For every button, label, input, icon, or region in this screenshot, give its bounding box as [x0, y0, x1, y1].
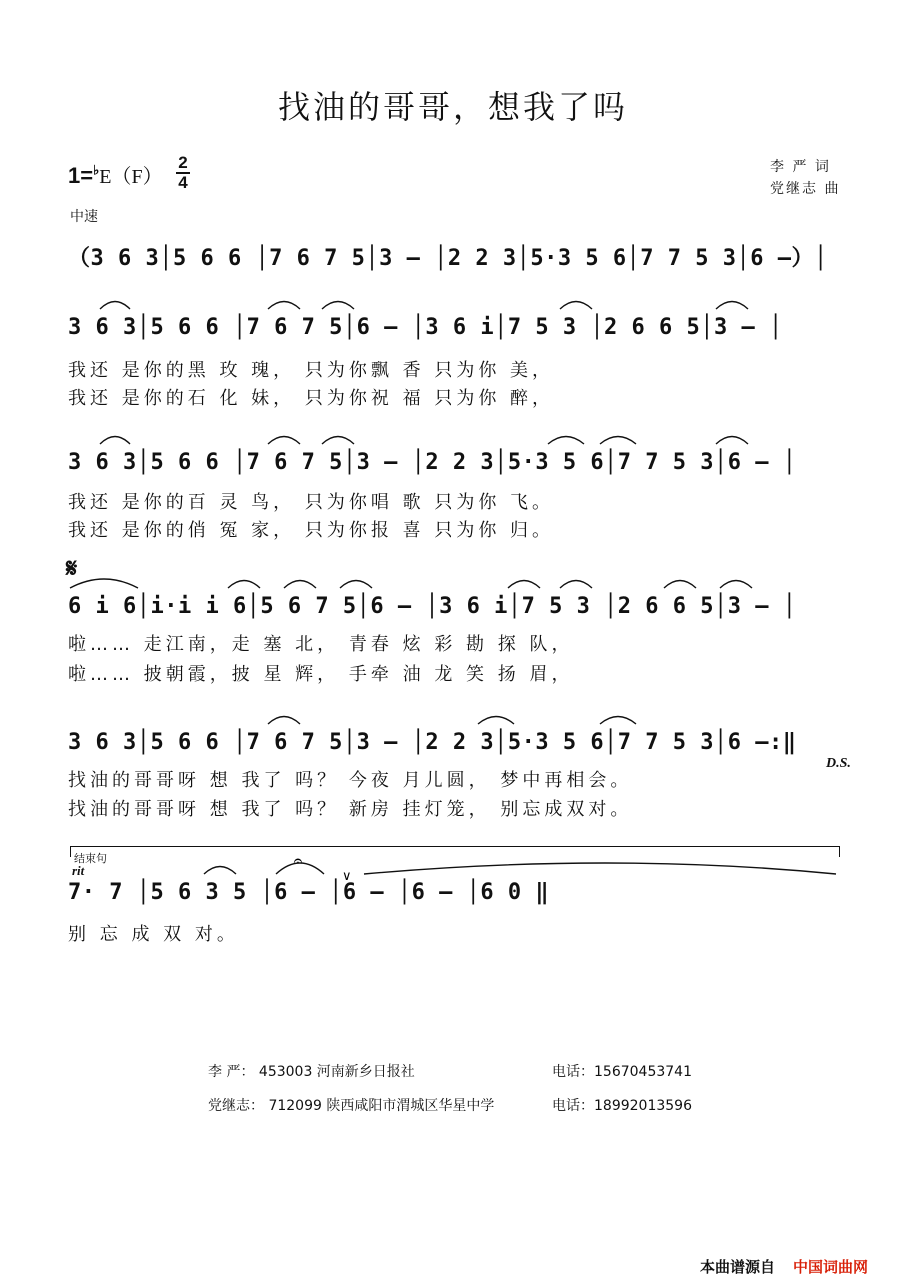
contact-lyricist — [208, 1061, 415, 1081]
contact-name: 党继志： — [208, 1098, 264, 1114]
slur-mark — [508, 581, 540, 589]
segno-icon: 𝄋 — [66, 554, 78, 584]
lyricist-credit: 李 严 词 — [770, 159, 831, 175]
slur-mark — [340, 581, 372, 589]
lyric-line-3-verse-2: 我还 是你的俏 冤 家， 只为你报 喜 只为你 归。 — [68, 520, 555, 541]
lyric-line-2-verse-1: 我还 是你的黑 玫 瑰， 只为你飘 香 只为你 美， — [68, 360, 555, 381]
notation-line-ending: 7· 7 │5 6 3 5 │6 – │6 – │6 – │6 0 ‖ — [68, 880, 550, 905]
key-prefix: 1= — [68, 163, 94, 188]
key-name: E（F） — [99, 166, 163, 188]
slur-mark — [322, 437, 354, 445]
source-site-link[interactable]: 中国词曲网 — [793, 1258, 869, 1276]
slur-mark — [284, 581, 316, 589]
slur-mark — [228, 581, 260, 589]
slur-mark — [268, 437, 300, 445]
contact-address: 712099 陕西咸阳市渭城区华星中学 — [268, 1098, 495, 1114]
meter-top: 2 — [178, 153, 188, 172]
slur-mark — [70, 579, 138, 588]
source-prefix: 本曲谱源自 — [700, 1258, 776, 1276]
contact-name: 李 严： — [208, 1064, 255, 1080]
slur-mark — [548, 437, 584, 445]
contact-composer — [208, 1095, 494, 1115]
slur-mark — [364, 863, 836, 874]
slur-mark — [100, 302, 130, 310]
source-watermark — [700, 1256, 868, 1277]
notation-line-4: 6 i 6│i·i i 6│5 6 7 5│6 – │3 6 i│7 5 3 │2 6 6 5│3 – │ — [68, 594, 797, 619]
lyric-line-4-verse-2: 啦…… 披朝霞，披 星 辉， 手牵 油 龙 笑 扬 眉， — [68, 664, 574, 685]
notation-line-1: （3 6 3│5 6 6 │7 6 7 5│3 – │2 2 3│5·3 5 6│7 7 5 3│6 –）│ — [68, 246, 828, 271]
lyric-line-2-verse-2: 我还 是你的石 化 妹， 只为你祝 福 只为你 醉， — [68, 388, 555, 409]
slur-mark — [716, 437, 748, 445]
slur-mark — [560, 581, 592, 589]
slur-mark — [322, 302, 354, 310]
dal-segno-marking: D.S. — [826, 756, 851, 771]
slur-mark — [560, 302, 592, 310]
slur-mark — [664, 581, 696, 589]
notation-line-3: 3 6 3│5 6 6 │7 6 7 5│3 – │2 2 3│5·3 5 6│7 7 5 3│6 – │ — [68, 450, 797, 475]
fermata-icon: 𝄐 — [293, 851, 303, 870]
lyric-line-3-verse-1: 我还 是你的百 灵 鸟， 只为你唱 歌 只为你 飞。 — [68, 492, 555, 513]
contact-phone: 电话：15670453741 — [552, 1064, 692, 1080]
flat-icon: ♭ — [93, 162, 100, 178]
song-title: 找油的哥哥，想我了吗 — [277, 88, 628, 126]
meter-bottom: 4 — [178, 173, 188, 192]
slur-mark — [204, 867, 236, 875]
slur-mark — [268, 717, 300, 725]
slur-mark — [600, 437, 636, 445]
ending-label: 结束句 — [74, 852, 107, 865]
tempo-marking: 中速 — [70, 209, 98, 225]
slur-mark — [720, 581, 752, 589]
slur-mark — [268, 302, 300, 310]
slur-mark — [100, 437, 130, 445]
composer-credit: 党继志 曲 — [770, 181, 841, 197]
ritardando-marking: rit — [72, 863, 85, 878]
contact-address: 453003 河南新乡日报社 — [258, 1064, 415, 1080]
slur-mark — [600, 717, 636, 725]
lyric-line-4-verse-1: 啦…… 走江南，走 塞 北， 青春 炫 彩 勘 探 队， — [68, 634, 574, 655]
lyric-line-5-verse-2: 找油的哥哥呀 想 我了 吗？ 新房 挂灯笼， 别忘成双对。 — [68, 799, 633, 820]
slur-mark — [478, 717, 514, 725]
slur-mark — [716, 302, 748, 310]
breath-mark-icon: ∨ — [342, 869, 352, 884]
contact-phone: 电话：18992013596 — [552, 1098, 692, 1114]
notation-line-2: 3 6 3│5 6 6 │7 6 7 5│6 – │3 6 i│7 5 3 │2 6 6 5│3 – │ — [68, 315, 783, 340]
lyric-line-5-verse-1: 找油的哥哥呀 想 我了 吗？ 今夜 月儿圆， 梦中再相会。 — [68, 770, 633, 791]
lyric-line-ending: 别 忘 成 双 对。 — [68, 924, 239, 945]
notation-line-5: 3 6 3│5 6 6 │7 6 7 5│3 – │2 2 3│5·3 5 6│7 7 5 3│6 –:‖ — [68, 730, 797, 755]
